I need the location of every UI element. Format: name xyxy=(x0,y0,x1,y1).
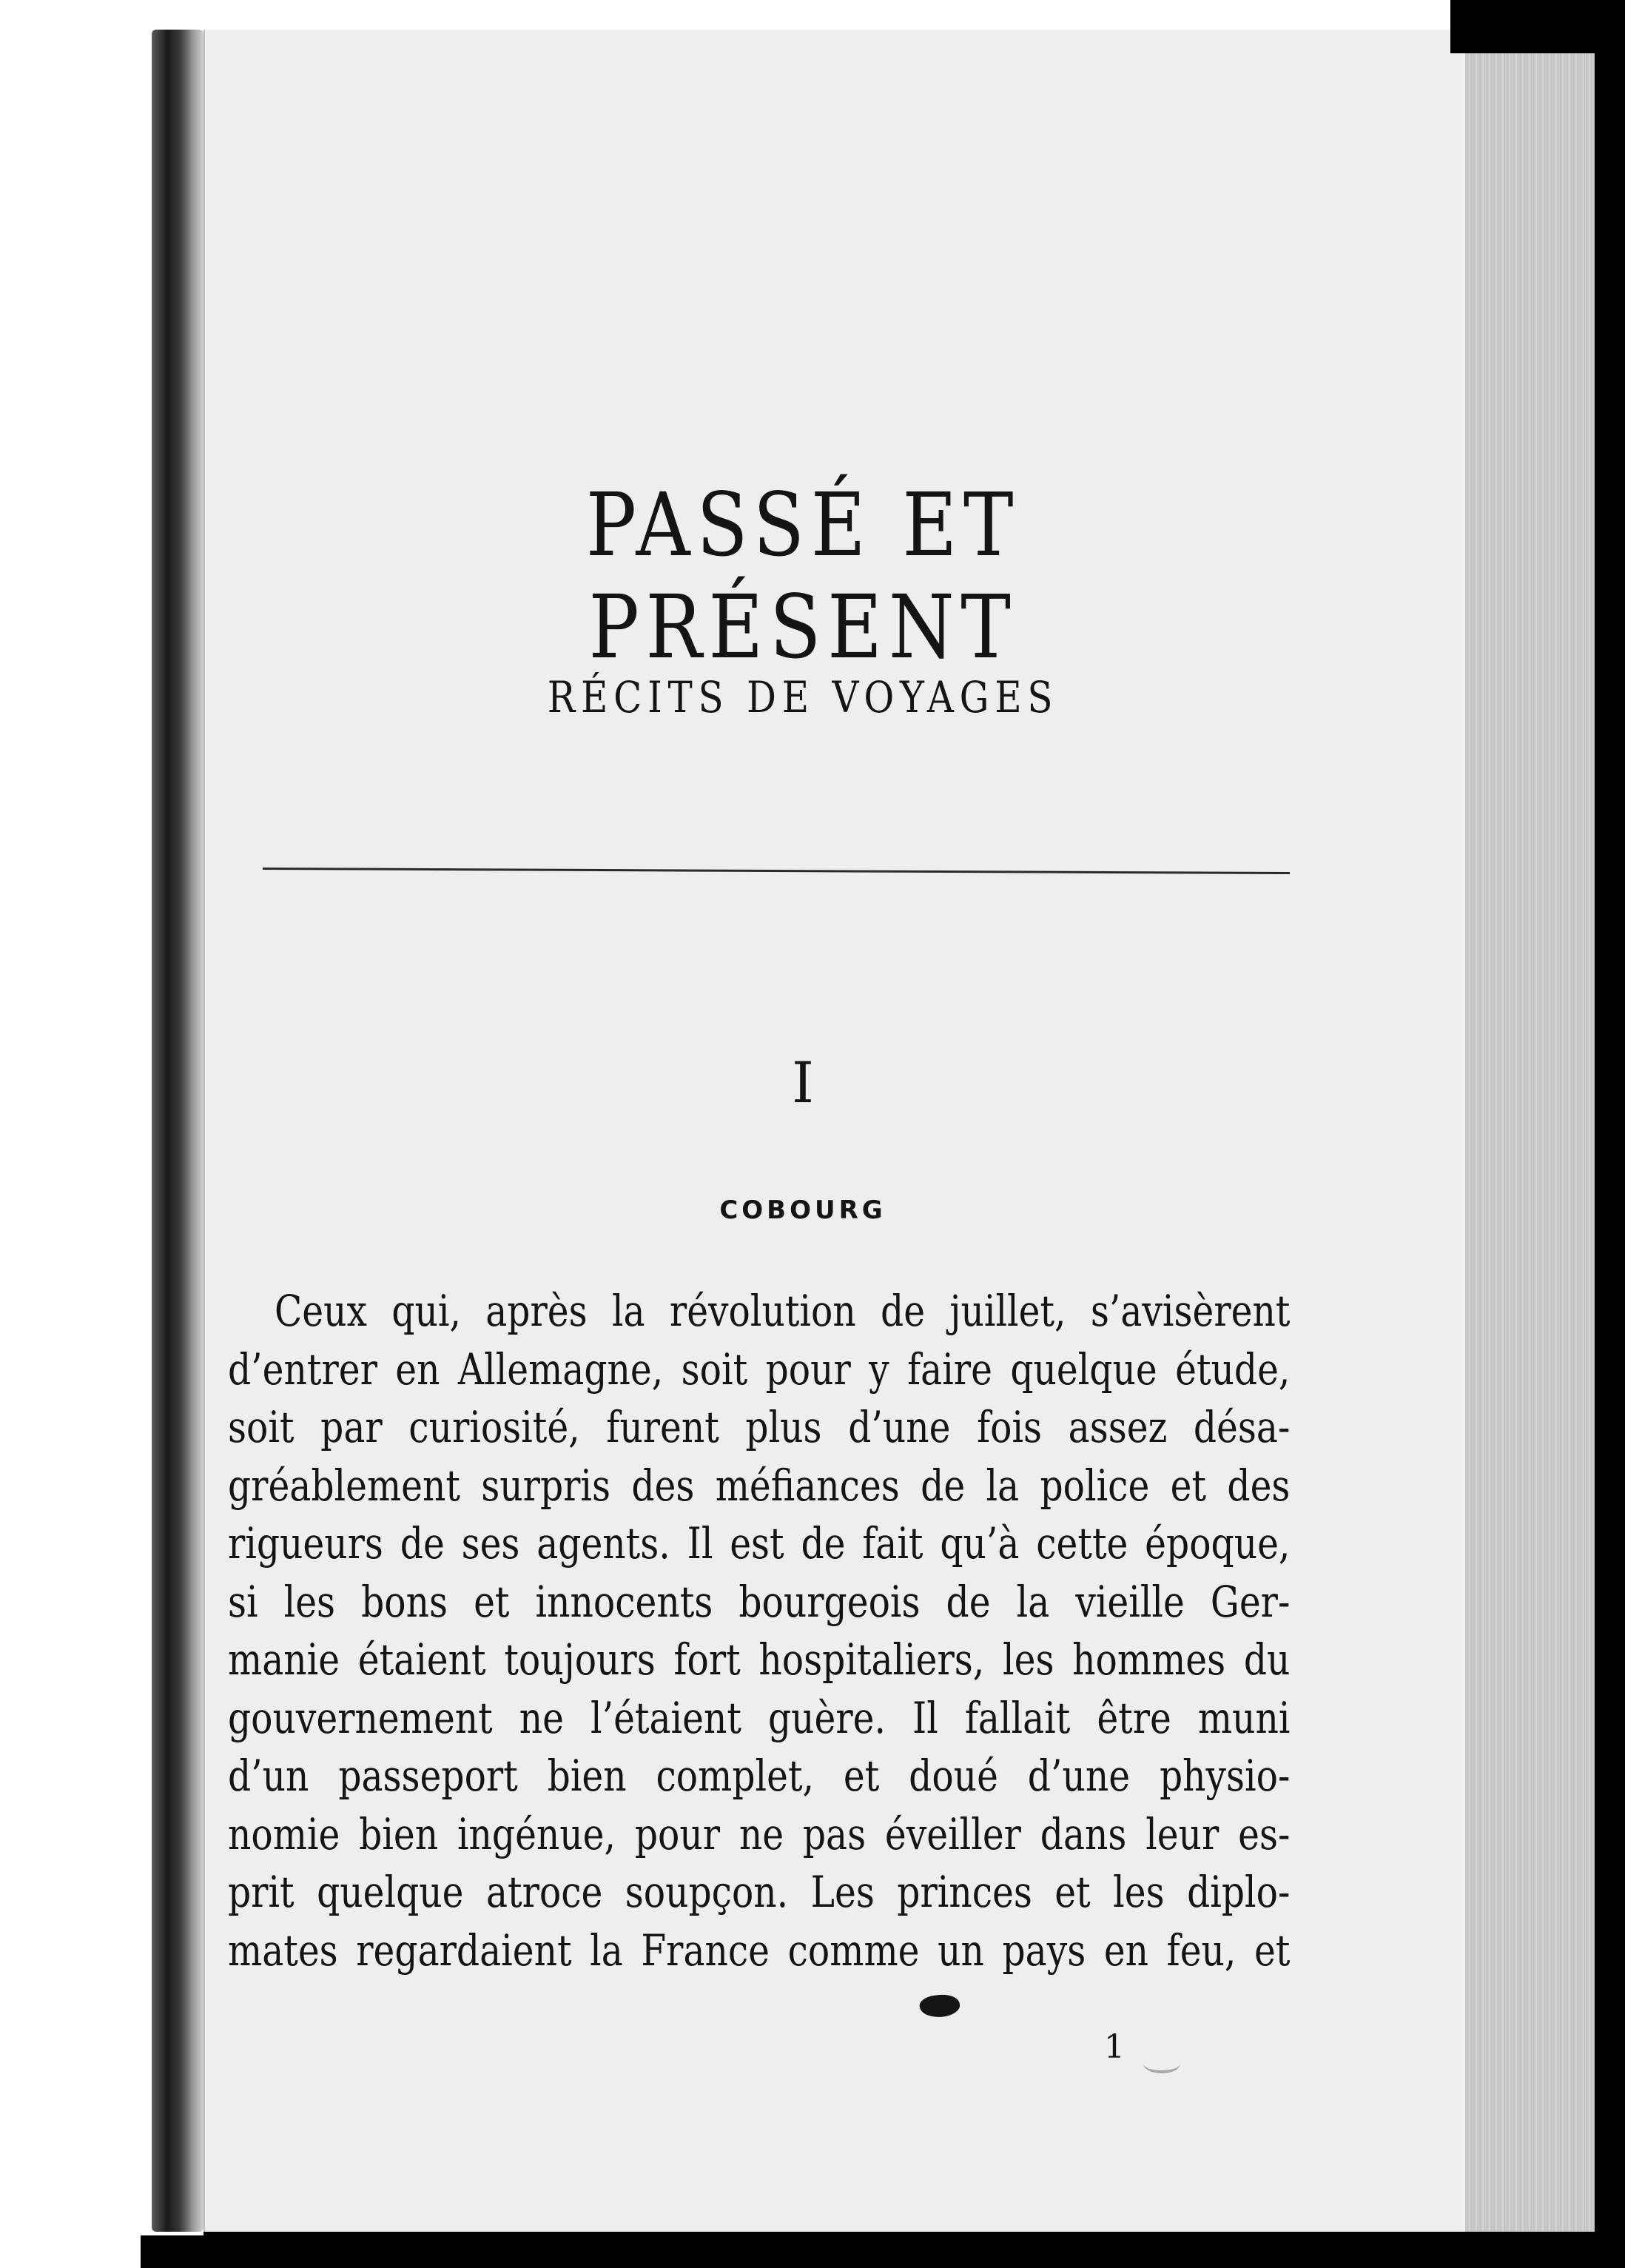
body-text xyxy=(228,1282,1291,1979)
chapter-title: COBOURG xyxy=(719,1195,886,1225)
scan-border-bottom xyxy=(203,2232,1625,2268)
body-line: soit par curiosité, furent plus d’une fois assez désa- xyxy=(228,1402,1291,1452)
scan-border-right xyxy=(1595,0,1625,2268)
body-line: gréablement surpris des méfiances de la police et des xyxy=(228,1460,1291,1511)
page-block-edge xyxy=(1465,52,1595,2239)
book-subtitle: RÉCITS DE VOYAGES xyxy=(547,672,1059,722)
body-line: rigueurs de ses agents. Il est de fait qu’à cette époque, xyxy=(228,1518,1291,1569)
body-line: manie étaient toujours fort hospitaliers, les hommes du xyxy=(228,1634,1291,1685)
body-line: d’entrer en Allemagne, soit pour y faire quelque étude, xyxy=(228,1343,1291,1395)
page-number: 1 xyxy=(1104,2028,1125,2066)
book-title: PASSÉ ET PRÉSENT xyxy=(585,474,1020,678)
body-line: nomie bien ingénue, pour ne pas éveiller dans leur es- xyxy=(228,1808,1291,1859)
book-gutter xyxy=(152,30,203,2232)
body-line: mates regardaient la France comme un pays en feu, et xyxy=(228,1925,1291,1976)
ink-smudge xyxy=(1143,2054,1180,2073)
left-margin xyxy=(0,0,152,2268)
chapter-number: I xyxy=(791,1050,815,1115)
body-line: Ceux qui, après la révolution de juillet, s’avisèrent xyxy=(275,1286,1291,1336)
scan-border-bottom-left xyxy=(141,2235,215,2268)
body-line: gouvernement ne l’étaient guère. Il fallait être muni xyxy=(228,1692,1291,1743)
body-line: si les bons et innocents bourgeois de la vieille Ger- xyxy=(228,1576,1291,1627)
body-line: d’un passeport bien complet, et doué d’une physio- xyxy=(228,1751,1291,1801)
body-line: prit quelque atroce soupçon. Les princes et les diplo- xyxy=(228,1867,1291,1917)
